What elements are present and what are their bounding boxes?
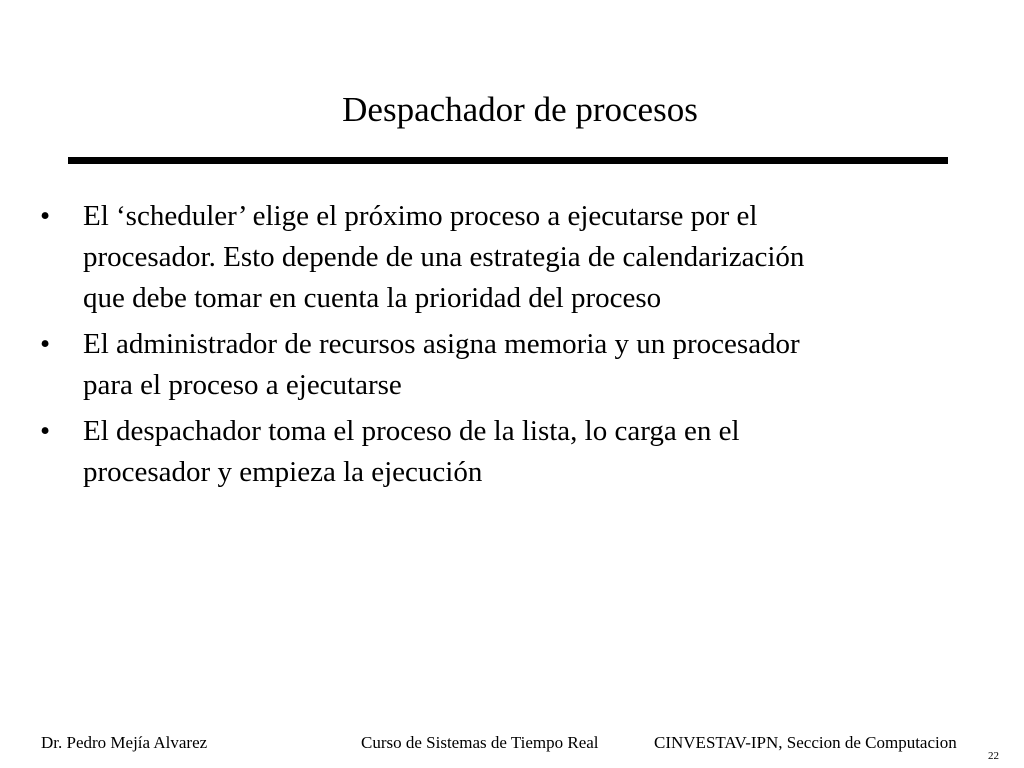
bullet-line: procesador. Esto depende de una estrategia de calendarización [83, 241, 805, 273]
bullet-list [38, 196, 958, 498]
bullet-icon: • [40, 200, 51, 232]
bullet-item-dispatcher [38, 411, 958, 493]
bullet-item-scheduler [38, 196, 958, 319]
bullet-line: para el proceso a ejecutarse [83, 369, 402, 401]
bullet-item-resource-manager [38, 324, 958, 406]
bullet-line: procesador y empieza la ejecución [83, 456, 483, 488]
bullet-icon: • [40, 328, 51, 360]
bullet-line: El despachador toma el proceso de la lista, lo carga en el [83, 415, 740, 447]
footer-institution: CINVESTAV-IPN, Seccion de Computacion [654, 733, 957, 752]
bullet-icon: • [40, 415, 51, 447]
bullet-line: que debe tomar en cuenta la prioridad del proceso [83, 282, 662, 314]
title-underline [68, 157, 948, 164]
bullet-line: El ‘scheduler’ elige el próximo proceso a ejecutarse por el [83, 200, 758, 232]
slide-title: Despachador de procesos [342, 90, 698, 129]
footer-author: Dr. Pedro Mejía Alvarez [41, 733, 208, 752]
page-number: 22 [988, 750, 999, 762]
bullet-line: El administrador de recursos asigna memoria y un procesador [83, 328, 800, 360]
footer-course: Curso de Sistemas de Tiempo Real [361, 733, 599, 752]
